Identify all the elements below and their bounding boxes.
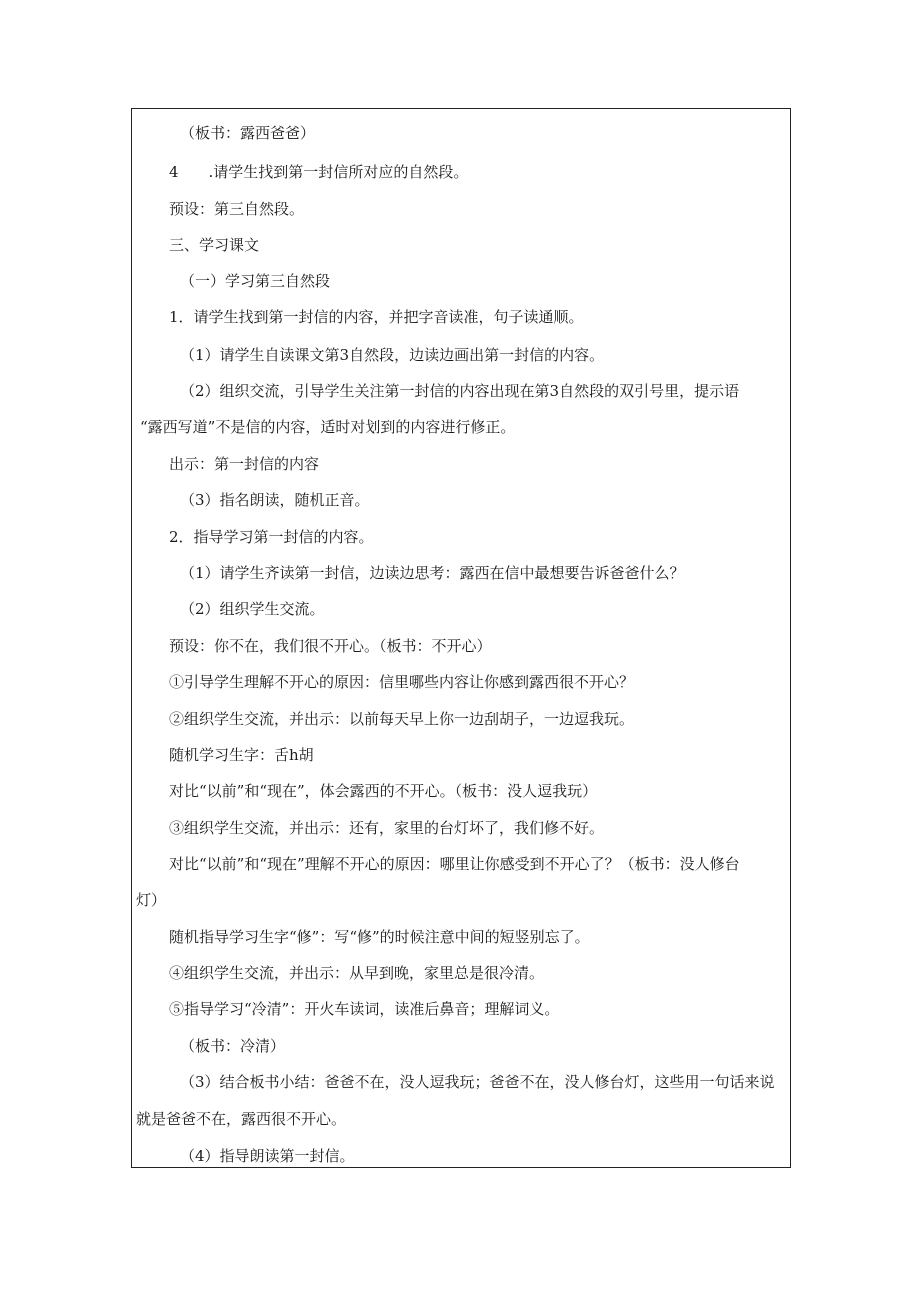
- text-line: （4）指导朗读第一封信。: [180, 1147, 355, 1165]
- text-line: ①引导学生理解不开心的原因：信里哪些内容让你感到露西很不开心？: [169, 673, 635, 691]
- text-line: （2）组织学生交流。: [180, 600, 325, 618]
- text-line: 预设：第三自然段。: [169, 200, 305, 218]
- text-line: 就是爸爸不在，露西很不开心。: [136, 1110, 347, 1128]
- text-line: 出示：第一封信的内容: [169, 455, 320, 473]
- text-line: 1．请学生找到第一封信的内容，并把字音读准，句子读通顺。: [169, 308, 584, 326]
- text-line: 随机学习生字：舌h胡: [169, 746, 314, 764]
- text-line: 对比“以前”和“现在”理解不开心的原因：哪里让你感受到不开心了？（板书：没人修台: [169, 855, 740, 873]
- text-line: （2）组织交流，引导学生关注第一封信的内容出现在第3自然段的双引号里，提示语: [180, 382, 740, 400]
- text-line: （3）结合板书小结：爸爸不在，没人逗我玩；爸爸不在，没人修台灯，这些用一句话来说: [180, 1073, 775, 1091]
- text-line: ⑤指导学习“冷清”：开火车读词，读准后鼻音；理解词义。: [169, 1000, 560, 1018]
- text-line: （1）请学生齐读第一封信，边读边思考：露西在信中最想要告诉爸爸什么？: [180, 564, 685, 582]
- text-line: “露西写道”不是信的内容，适时对划到的内容进行修正。: [140, 418, 516, 436]
- text-line: ④组织学生交流，并出示：从早到晚，家里总是很冷清。: [169, 964, 545, 982]
- text-line: 对比“以前”和“现在”，体会露西的不开心。（板书：没人逗我玩）: [169, 782, 598, 800]
- text-line: 4 .请学生找到第一封信所对应的自然段。: [169, 163, 469, 181]
- section-heading: 三、学习课文: [169, 236, 260, 254]
- text-line: 灯）: [136, 891, 167, 909]
- text-line: （板书：露西爸爸）: [180, 124, 316, 142]
- text-line: （1）请学生自读课文第3自然段，边读边画出第一封信的内容。: [180, 346, 605, 364]
- text-line: 随机指导学习生字“修”：写“修”的时候注意中间的短竖别忘了。: [169, 928, 590, 946]
- text-line: ③组织学生交流，并出示：还有，家里的台灯坏了，我们修不好。: [169, 819, 605, 837]
- lesson-plan-table-cell: [131, 108, 791, 1168]
- text-line: （3）指名朗读，随机正音。: [180, 491, 370, 509]
- subsection-heading: （一）学习第三自然段: [180, 272, 331, 290]
- text-line: 预设：你不在，我们很不开心。（板书：不开心）: [169, 637, 492, 655]
- text-line: ②组织学生交流，并出示：以前每天早上你一边刮胡子，一边逗我玩。: [169, 710, 635, 728]
- text-line: （板书：冷清）: [180, 1037, 286, 1055]
- text-line: 2．指导学习第一封信的内容。: [169, 528, 374, 546]
